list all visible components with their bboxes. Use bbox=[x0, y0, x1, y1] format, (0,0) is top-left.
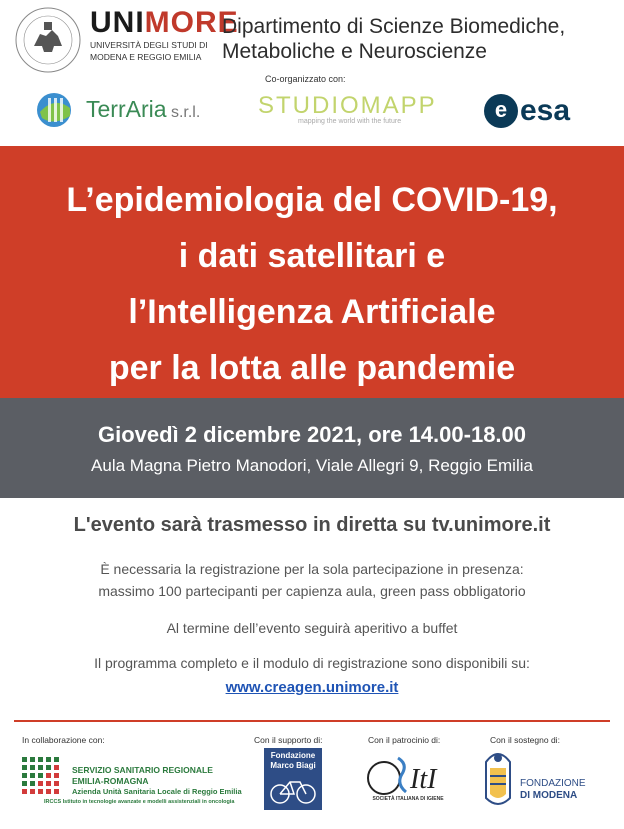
university-name-line2: MODENA E REGGIO EMILIA bbox=[90, 52, 202, 62]
footer-divider bbox=[14, 720, 610, 722]
university-logo: UNIMORE UNIVERSITÀ DEGLI STUDI DI MODENA E REGGIO EMILIA bbox=[90, 6, 239, 62]
header bbox=[0, 0, 624, 146]
bicycle-icon bbox=[264, 772, 322, 808]
ssr-grid-icon bbox=[22, 757, 62, 797]
support-label: Con il supporto di: bbox=[254, 735, 323, 745]
esa-circle-icon: e bbox=[484, 94, 518, 128]
ssr-line1: SERVIZIO SANITARIO REGIONALE bbox=[72, 765, 213, 775]
patronage-label: Con il patrocinio di: bbox=[368, 735, 441, 745]
collab-label: In collaborazione con: bbox=[22, 735, 105, 745]
ssr-logo bbox=[22, 755, 242, 807]
siti-logo: ItI SOCIETÀ ITALIANA DI IGIENE bbox=[358, 754, 458, 814]
ssr-line3: Azienda Unità Sanitaria Locale di Reggio Emilia bbox=[72, 787, 242, 796]
sponsor-label: Con il sostegno di: bbox=[490, 735, 560, 745]
ssr-line4: IRCCS Istituto in tecnologie avanzate e modelli assistenziali in oncologia bbox=[44, 799, 235, 805]
date-band bbox=[0, 398, 624, 498]
fondazione-marco-biagi-logo: Fondazione Marco Biagi bbox=[264, 748, 322, 810]
terraria-globe-icon bbox=[34, 90, 78, 130]
stream-notice: L'evento sarà trasmesso in diretta su tv.unimore.it bbox=[73, 514, 551, 536]
program-notice: Il programma completo e il modulo di registrazione sono disponibili su: bbox=[94, 655, 530, 671]
siti-emblem-icon bbox=[358, 754, 458, 796]
fdm-crest-icon bbox=[480, 748, 516, 814]
university-seal-icon bbox=[14, 6, 82, 74]
ssr-line2: EMILIA-ROMAGNA bbox=[72, 776, 149, 786]
studiomapp-logo: STUDIOMAPP mapping the world with the future bbox=[258, 92, 437, 125]
fondazione-di-modena-logo: FONDAZIONE DI MODENA bbox=[480, 748, 590, 816]
esa-logo: e esa bbox=[484, 94, 570, 128]
terraria-logo: TerrAria s.r.l. bbox=[34, 90, 234, 130]
event-date: Giovedì 2 dicembre 2021, ore 14.00-18.00 bbox=[97, 422, 527, 447]
event-title: L’epidemiologia del COVID-19, i dati satellitari e l’Intelligenza Artificiale per la lotta alle pandemie bbox=[66, 181, 558, 387]
registration-link[interactable]: www.creagen.unimore.it bbox=[225, 679, 399, 696]
event-place: Aula Magna Pietro Manodori, Viale Allegri 9, Reggio Emilia bbox=[91, 456, 533, 475]
university-name-line1: UNIVERSITÀ DEGLI STUDI DI bbox=[90, 40, 208, 50]
aperitivo-notice: Al termine dell’evento seguirà aperitivo a buffet bbox=[166, 620, 458, 636]
registration-notice: È necessaria la registrazione per la sola partecipazione in presenza: massimo 100 partecipanti per capienza aula, green pass obbligatorio bbox=[98, 561, 526, 599]
coorganized-label: Co-organizzato con: bbox=[265, 74, 346, 84]
svg-text:ItI: ItI bbox=[410, 764, 437, 795]
department-name: Dipartimento di Scienze Biomediche, Metaboliche e Neuroscienze bbox=[222, 15, 566, 63]
title-band bbox=[0, 146, 624, 398]
